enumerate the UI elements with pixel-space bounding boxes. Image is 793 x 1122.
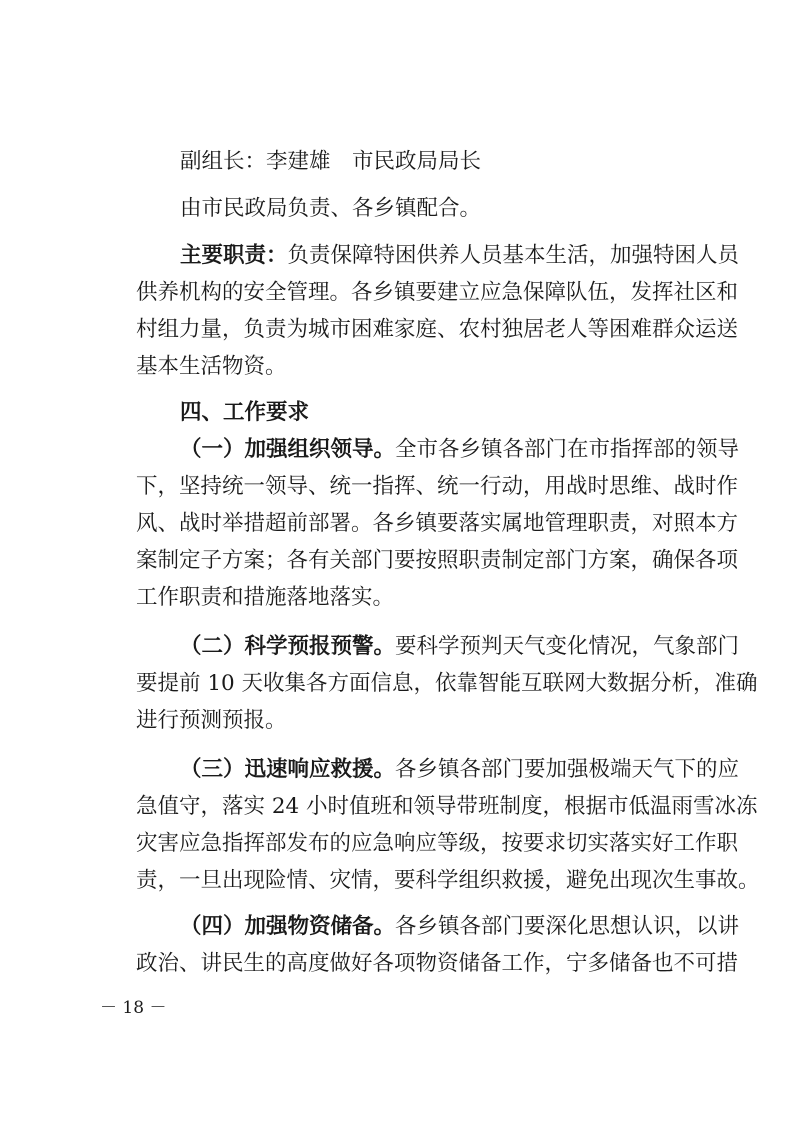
- item-2-label: （二）科学预报预警。: [180, 634, 396, 659]
- duties-line-2: 供养机构的安全管理。各乡镇要建立应急保障队伍，发挥社区和: [136, 280, 739, 305]
- page-number: － 18 －: [100, 998, 167, 1018]
- item-2-line-1: [180, 631, 739, 663]
- duties-line-1: [180, 240, 739, 272]
- section-heading-4: 四、工作要求: [180, 400, 310, 425]
- deputy-leader-label: 副组长：: [180, 149, 267, 174]
- item-3-line-1: [180, 754, 739, 786]
- item-1-line-4: 案制定子方案；各有关部门要按照职责制定部门方案，确保各项: [136, 548, 739, 573]
- item-1-line-3: 风、战时举措超前部署。各乡镇要落实属地管理职责，对照本方: [136, 511, 739, 536]
- item-4-text-1: 各乡镇各部门要深化思想认识，以讲: [395, 914, 740, 939]
- deputy-leader-line: [180, 146, 481, 178]
- item-3-line-4: 责，一旦出现险情、灾情，要科学组织救援，避免出现次生事故。: [136, 868, 760, 893]
- item-3-label: （三）迅速响应救援。: [180, 757, 396, 782]
- duties-label: 主要职责：: [180, 243, 288, 268]
- item-1-label: （一）加强组织领导。: [180, 437, 396, 462]
- item-4-line-2: 政治、讲民生的高度做好各项物资储备工作，宁多储备也不可措: [136, 951, 739, 976]
- deputy-leader-text: 李建雄 市民政局局长: [266, 149, 482, 174]
- item-3-line-2: 急值守，落实 24 小时值班和领导带班制度，根据市低温雨雪冰冻: [136, 794, 758, 819]
- item-2-line-2: 要提前 10 天收集各方面信息，依靠智能互联网大数据分析，准确: [136, 671, 758, 696]
- item-2-line-3: 进行预测预报。: [136, 708, 287, 733]
- item-1-text-1: 全市各乡镇各部门在市指挥部的领导: [395, 437, 740, 462]
- item-3-text-1: 各乡镇各部门要加强极端天气下的应: [395, 757, 740, 782]
- item-4-line-1: [180, 911, 739, 943]
- item-1-line-5: 工作职责和措施落地落实。: [136, 585, 395, 610]
- item-4-label: （四）加强物资储备。: [180, 914, 396, 939]
- item-1-line-2: 下，坚持统一领导、统一指挥、统一行动，用战时思维、战时作: [136, 474, 739, 499]
- duties-line-3: 村组力量，负责为城市困难家庭、农村独居老人等困难群众运送: [136, 317, 739, 342]
- item-1-line-1: [180, 434, 739, 466]
- responsibility-line: 由市民政局负责、各乡镇配合。: [180, 196, 482, 221]
- item-2-text-1: 要科学预判天气变化情况，气象部门: [395, 634, 740, 659]
- duties-line-4: 基本生活物资。: [136, 354, 287, 379]
- item-3-line-3: 灾害应急指挥部发布的应急响应等级，按要求切实落实好工作职: [136, 831, 739, 856]
- duties-text-1: 负责保障特困供养人员基本生活，加强特困人员: [287, 243, 740, 268]
